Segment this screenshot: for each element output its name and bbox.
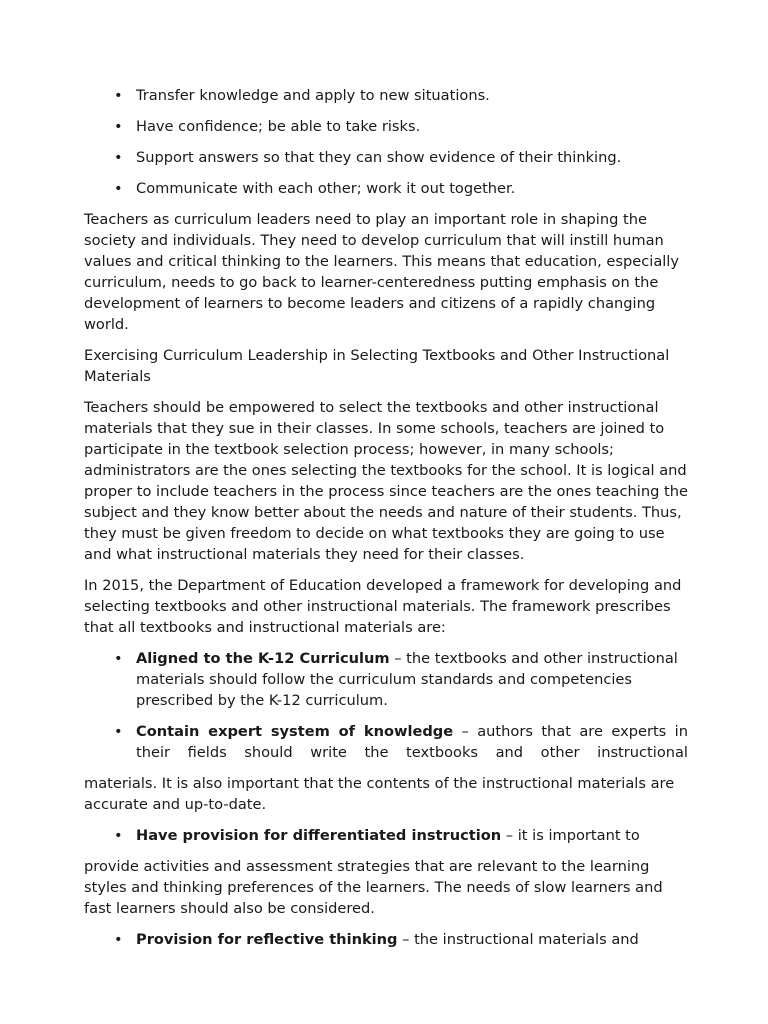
criterion-continuation: materials. It is also important that the contents of the instructional materials are accurate and up-to-date.: [84, 775, 675, 813]
list-item: [84, 147, 688, 168]
paragraph-curriculum-leaders: Teachers as curriculum leaders need to play an important role in shaping the society and individuals. They need to develop curriculum that will instill human values and critical thinking to the learners. This means that education, especially curriculum, needs to go back to learner-centeredness putting emphasis on the development of learners to become leaders and citizens of a rapidly changing world.: [84, 211, 680, 333]
criterion-reflective: [84, 929, 688, 950]
list-item: [84, 85, 688, 106]
document-page: [84, 85, 688, 960]
criterion-title: Contain expert system of knowledge: [136, 723, 454, 740]
paragraph-deped-framework: In 2015, the Department of Education developed a framework for developing and selecting textbooks and other instructional materials. The framework prescribes that all textbooks and instructional materials are:: [84, 577, 682, 636]
paragraph-teachers-empowered: Teachers should be empowered to select the textbooks and other instructional materials that they sue in their classes. In some schools, teachers are joined to participate in the textbook selection process; however, in many schools; administrators are the ones selecting the textbooks for the school. It is logical and proper to include teachers in the process since teachers are the ones teaching the subject and they know better about the needs and nature of their students. Thus, they must be given freedom to decide on what textbooks they are going to use and what instructional materials they need for their classes.: [84, 399, 688, 563]
criterion-expert: [84, 721, 688, 763]
section-heading: Exercising Curriculum Leadership in Selecting Textbooks and Other Instructional Materials: [84, 347, 670, 385]
list-item: [84, 116, 688, 137]
criterion-title: Aligned to the K-12 Curriculum: [136, 650, 390, 667]
criterion-aligned: [84, 648, 688, 711]
criterion-text: – it is important to: [501, 827, 640, 844]
criterion-title: Have provision for differentiated instruction: [136, 827, 502, 844]
list-item: [84, 178, 688, 199]
criterion-text: – the textbooks and other instructional materials should follow the curriculum standards and competencies prescribed by the K-12 curriculum.: [136, 650, 678, 709]
list-item-text: Communicate with each other; work it out together.: [136, 180, 516, 197]
list-item-text: Support answers so that they can show evidence of their thinking.: [136, 149, 622, 166]
criterion-text: – the instructional materials and: [397, 931, 639, 948]
list-item-text: Transfer knowledge and apply to new situations.: [136, 87, 490, 104]
criterion-continuation: provide activities and assessment strategies that are relevant to the learning styles and thinking preferences of the learners. The needs of slow learners and fast learners should also be considered.: [84, 858, 663, 917]
criterion-text: – authors that are experts in their fields should write the textbooks and other instructional: [136, 723, 688, 761]
criterion-differentiated: [84, 825, 688, 846]
list-item-text: Have confidence; be able to take risks.: [136, 118, 421, 135]
criterion-title: Provision for reflective thinking: [136, 931, 398, 948]
